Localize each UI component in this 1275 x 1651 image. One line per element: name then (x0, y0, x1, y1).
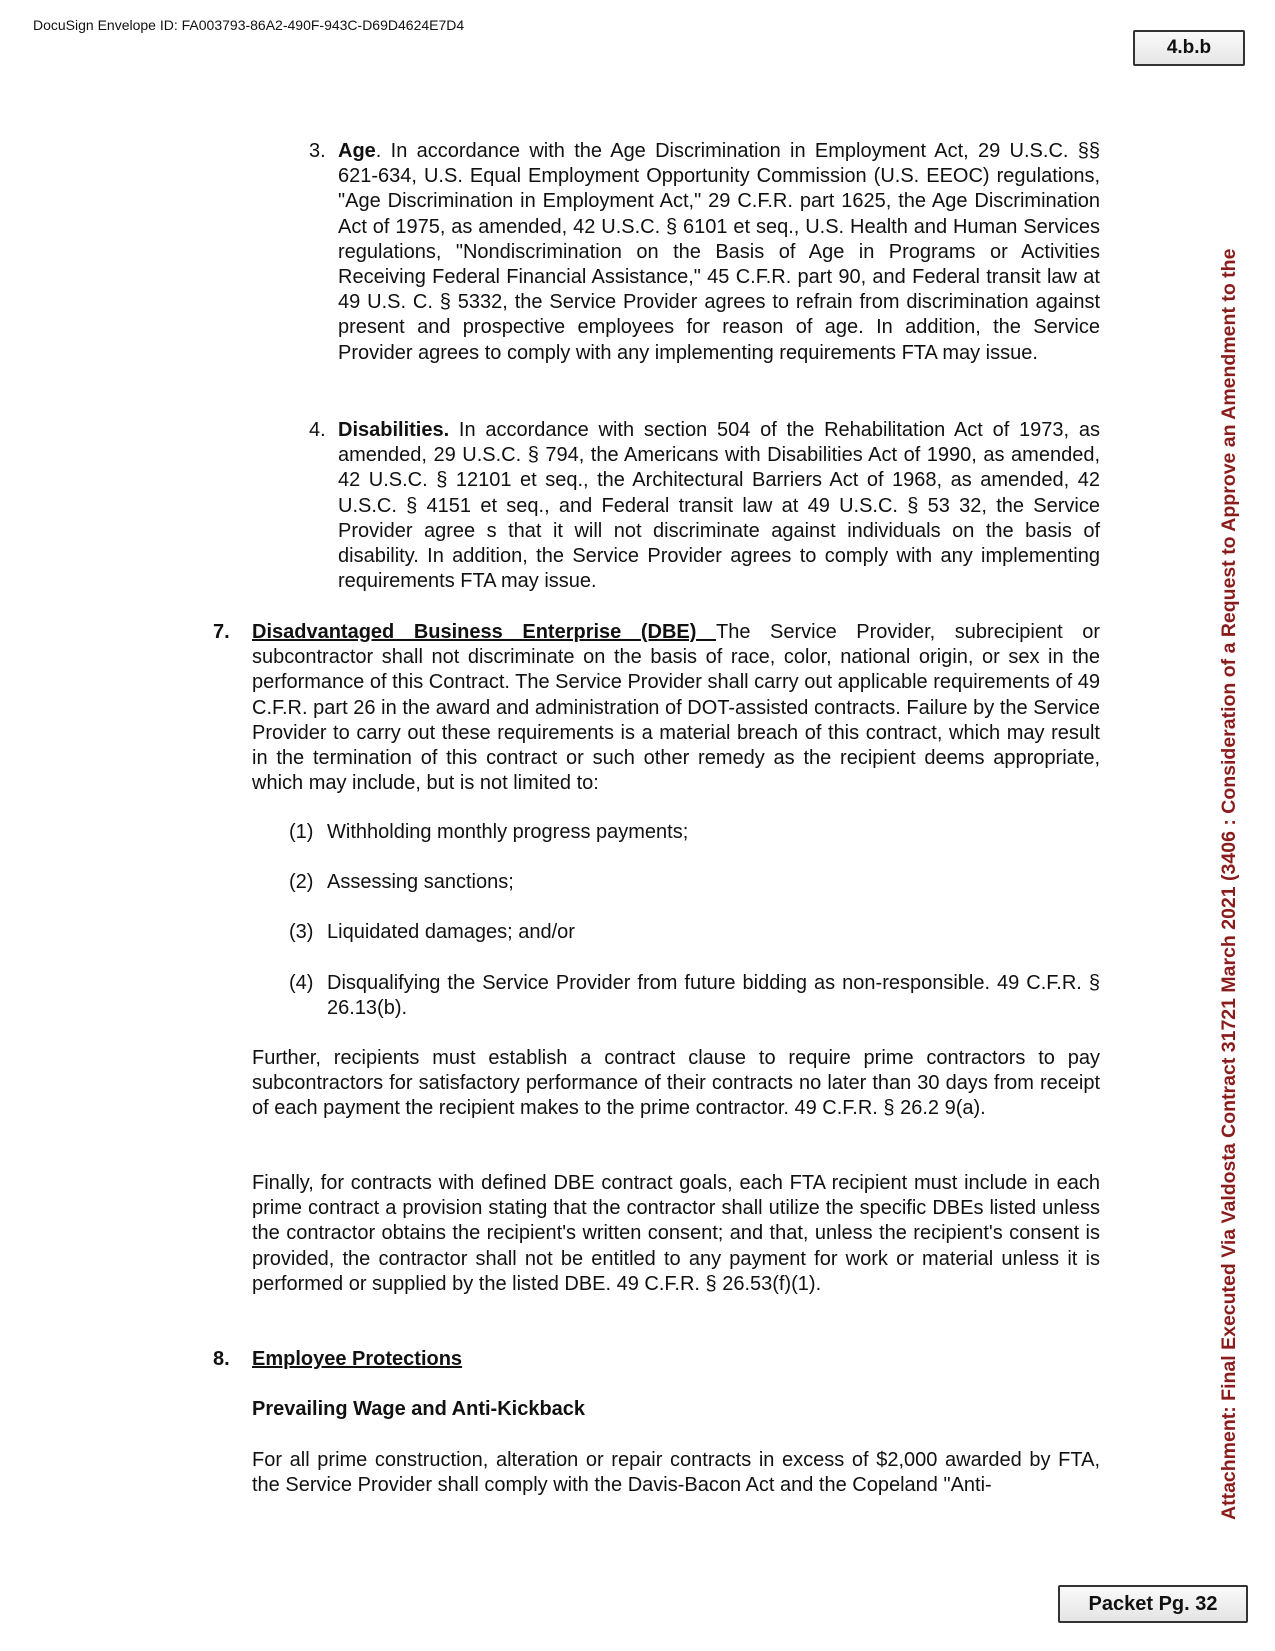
age-paragraph (338, 139, 1100, 366)
disabilities-number: 4. (309, 419, 326, 441)
disabilities-text: In accordance with section 504 of the Rehabilitation Act of 1973, as amended, 29 U.S.C. § 794, the Americans with Disabilities Act of 1990, as amended, 42 U.S.C. § 12101 et seq., the Architectural Barriers Act of 1968, as amended, 42 U.S.C. § 4151 et seq., and Federal transit law at 49 U.S.C. § 53 32, the Service Provider agree s that it will not discriminate against individuals on the basis of disability. In addition, the Service Provider agrees to comply with any implementing requirements FTA may issue. (338, 419, 1100, 593)
disabilities-paragraph (338, 418, 1100, 594)
age-title: Age (338, 140, 376, 162)
agenda-tag: 4.b.b (1133, 30, 1245, 66)
envelope-id: DocuSign Envelope ID: FA003793-86A2-490F-943C-D69D4624E7D4 (33, 17, 465, 33)
employee-number: 8. (213, 1348, 230, 1370)
dbe-item-3-number: (3) (289, 921, 314, 943)
packet-page-box: Packet Pg. 32 (1058, 1585, 1248, 1623)
age-number: 3. (309, 140, 326, 162)
dbe-further-paragraph: Further, recipients must establish a contract clause to require prime contractors to pay subcontractors for satisfactory performance of their contracts no later than 30 days from receipt of each payment the recipient makes to the prime contractor. 49 C.F.R. § 26.2 9(a). (252, 1047, 1100, 1120)
dbe-item-4-text: Disqualifying the Service Provider from future bidding as non-responsible. 49 C.F.R. § 26.13(b). (327, 972, 1100, 1020)
dbe-paragraph (252, 620, 1100, 796)
dbe-finally-paragraph: Finally, for contracts with defined DBE contract goals, each FTA recipient must include in each prime contract a provision stating that the contractor shall utilize the specific DBEs listed unless the contractor obtains the recipient's written consent; and that, unless the recipient's consent is provided, the contractor shall not be entitled to any payment for work or material unless it is performed or supplied by the listed DBE. 49 C.F.R. § 26.53(f)(1). (252, 1172, 1100, 1295)
disabilities-title: Disabilities. (338, 419, 450, 441)
dbe-item-2-text: Assessing sanctions; (327, 871, 514, 893)
prevailing-wage-paragraph: For all prime construction, alteration or repair contracts in excess of $2,000 awarded by FTA, the Service Provider shall comply with the Davis-Bacon Act and the Copeland "Anti- (252, 1449, 1100, 1497)
dbe-item-1-number: (1) (289, 821, 314, 843)
dbe-item-1-text: Withholding monthly progress payments; (327, 821, 689, 843)
attachment-sidebar-text: Attachment: Final Executed Via Valdosta Contract 31721 March 2021 (3406 : Consideration of a Request to Approve an Amendment to the (1218, 248, 1240, 1520)
dbe-item-4-number: (4) (289, 972, 314, 994)
dbe-text: The Service Provider, subrecipient or subcontractor shall not discriminate on the basis of race, color, national origin, or sex in the performance of this Contract. The Service Provider shall carry out applicable requirements of 49 C.F.R. part 26 in the award and administration of DOT-assisted contracts. Failure by the Service Provider to carry out these requirements is a material breach of this contract, which may result in the termination of this contract or such other remedy as the recipient deems appropriate, which may include, but is not limited to: (252, 621, 1100, 795)
age-text: . In accordance with the Age Discrimination in Employment Act, 29 U.S.C. §§ 621-634, U.S. Equal Employment Opportunity Commission (U.S. EEOC) regulations, "Age Discrimination in Employment Act," 29 C.F.R. part 1625, the Age Discrimination Act of 1975, as amended, 42 U.S.C. § 6101 et seq., U.S. Health and Human Services regulations, "Nondiscrimination on the Basis of Age in Programs or Activities Receiving Federal Financial Assistance," 45 C.F.R. part 90, and Federal transit law at 49 U.S. C. § 5332, the Service Provider agrees to refrain from discrimination against present and prospective employees for reason of age. In addition, the Service Provider agrees to comply with any implementing requirements FTA may issue. (338, 140, 1100, 364)
dbe-number: 7. (213, 621, 230, 643)
employee-title: Employee Protections (252, 1348, 463, 1370)
prevailing-wage-subtitle: Prevailing Wage and Anti-Kickback (252, 1398, 586, 1420)
dbe-item-2-number: (2) (289, 871, 314, 893)
dbe-title: Disadvantaged Business Enterprise (DBE) (252, 621, 716, 643)
dbe-item-3-text: Liquidated damages; and/or (327, 921, 575, 943)
